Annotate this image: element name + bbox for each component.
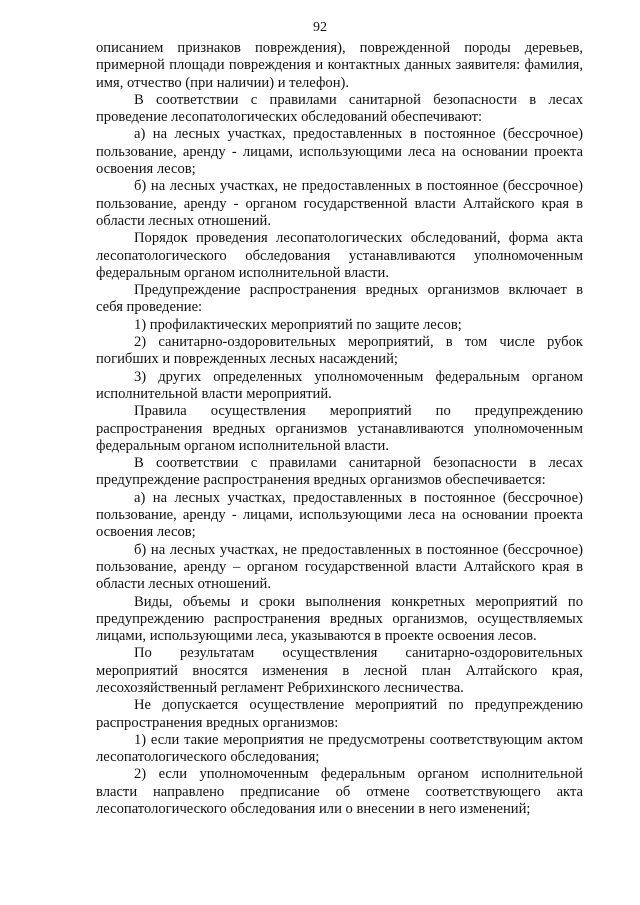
paragraph: 3) других определенных уполномоченным федеральным органом исполнительной власти мероприятий. (96, 368, 583, 402)
page-number: 92 (313, 20, 327, 35)
paragraph: Виды, объемы и сроки выполнения конкретных мероприятий по предупреждению распространения вредных организмов, осуществляемых лицами, использующими леса, указываются в проекте освоения лесов. (96, 593, 583, 645)
paragraph: а) на лесных участках, предоставленных в постоянное (бессрочное) пользование, аренду - лицами, использующими леса на основании проекта освоения лесов; (96, 489, 583, 541)
paragraph: 1) если такие мероприятия не предусмотрены соответствующим актом лесопатологического обследования; (96, 731, 583, 766)
paragraph: 2) если уполномоченным федеральным органом исполнительной власти направлено предписание об отмене соответствующего акта лесопатологического обследования или о внесении в него изменений; (96, 766, 583, 818)
paragraph: 2) санитарно-оздоровительных мероприятий, в том числе рубок погибших и поврежденных лесных насаждений; (96, 334, 583, 368)
paragraph: Предупреждение распространения вредных организмов включает в себя проведение: (96, 282, 583, 316)
paragraph: 1) профилактических мероприятий по защите лесов; (134, 316, 462, 333)
paragraph: а) на лесных участках, предоставленных в постоянное (бессрочное) пользование, аренду - лицами, использующими леса на основании проекта освоения лесов; (96, 126, 583, 178)
paragraph: В соответствии с правилами санитарной безопасности в лесах проведение лесопатологических обследований обеспечивают: (96, 91, 583, 126)
paragraph: описанием признаков повреждения), поврежденной породы деревьев, примерной площади повреждения и контактных данных заявителя: фамилия, имя, отчество (при наличии) и телефон). (96, 40, 583, 91)
paragraph: Порядок проведения лесопатологических обследований, форма акта лесопатологического обследования устанавливаются уполномоченным федеральным органом исполнительной власти. (96, 230, 583, 281)
paragraph: Правила осуществления мероприятий по предупреждению распространения вредных организмов устанавливаются уполномоченным федеральным органом исполнительной власти. (96, 403, 583, 454)
paragraph: б) на лесных участках, не предоставленных в постоянное (бессрочное) пользование, аренду - органом государственной власти Алтайского края в области лесных отношений. (96, 178, 583, 229)
body-text (96, 40, 583, 818)
paragraph: В соответствии с правилами санитарной безопасности в лесах предупреждение распространения вредных организмов обеспечивается: (96, 455, 583, 489)
paragraph: По результатам осуществления санитарно-оздоровительных мероприятий вносятся изменения в лесной план Алтайского края, лесохозяйственный регламент Ребрихинского лесничества. (96, 645, 583, 696)
paragraph: Не допускается осуществление мероприятий по предупреждению распространения вредных организмов: (96, 697, 583, 731)
paragraph: б) на лесных участках, не предоставленных в постоянное (бессрочное) пользование, аренду – органом государственной власти Алтайского края в области лесных отношений. (96, 541, 583, 593)
